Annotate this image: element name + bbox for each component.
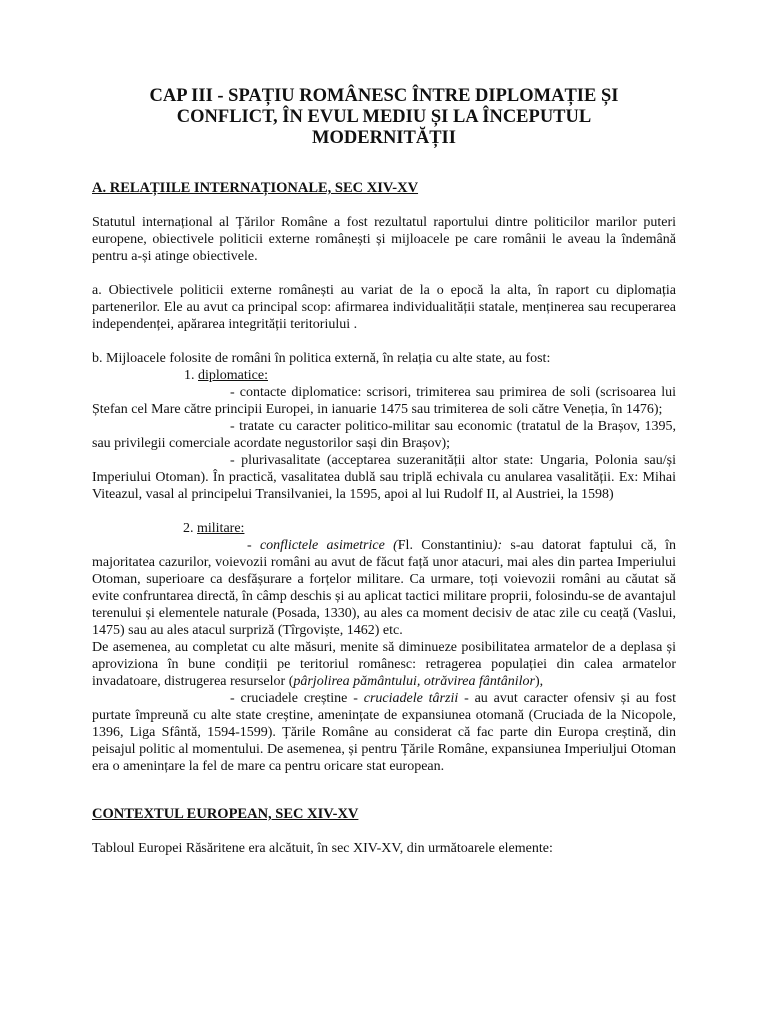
diplomatic-subheading xyxy=(92,367,676,384)
asymmetric-text: s-au datorat faptului că, în majoritatea cazurilor, voievozii români au avut de făcut față unor atacuri, mai ales din partea Imperiului Otoman, superioare ca desfășurare a forțelor militare. Ca urmare, toți voievozii români au căutat să evite confruntarea directă, în câmp deschis și au aplicat tactici militare proprii, folosindu-se de avantajul terenului și elementele naturale (Posada, 1330), au ales ca moment decisiv de atac zile cu ceață (Vaslui, 1475) sau au ales atacul surpriză (Tîrgoviște, 1462) etc. xyxy=(92,538,677,638)
crusades-term: cruciadele târzii xyxy=(363,691,459,706)
asymmetric-close: ): xyxy=(492,538,503,553)
diplomatic-contacts-paragraph: - contacte diplomatice: scrisori, trimiterea sau primirea de soli (scrisoarea lui Ștefan cel Mare către principii Europei, in ianuarie 1475 sau trimiterea de soli către Veneția, în 1476); xyxy=(92,385,676,417)
objectives-paragraph: a. Obiectivele politicii externe românești au variat de la o epocă la alta, în raport cu diplomația partenerilor. Ele au avut ca principal scop: afirmarea individualității statale, menținerea sau recuperarea independenței, apărarea integrității teritoriului . xyxy=(92,283,676,332)
chapter-title-line: CONFLICT, ÎN EVUL MEDIU ȘI LA ÎNCEPUTUL xyxy=(176,107,592,127)
measures-end: ), xyxy=(535,674,544,689)
intro-paragraph: Statutul internațional al Țărilor Române a fost rezultatul raportului dintre politicilor marilor puteri europene, obiectivele politicii externe românești și mijloacele pe care românii le aveau la îndemână pentru a-și atinge obiectivele. xyxy=(92,215,676,264)
diplomatic-label: diplomatice: xyxy=(198,368,268,383)
crusades-body: - au avut caracter ofensiv și au fost purtate împreună cu alte state creștine, amenințate de expansiunea otomană (Cruciada de la Nicopole, 1396, Liga Sfântă, 1594-1599). Țările Române au considerat că fac parte din Europa creștină, din peisajul politic al momentului. De asemenea, și pentru Țările Române, expansiunea Imperiuljui Otoman era o amenințare la fel de mare ca pentru oricare stat european. xyxy=(92,691,676,774)
section-heading-international-relations: A. RELAȚIILE INTERNAȚIONALE, SEC XIV-XV xyxy=(92,180,419,196)
section-heading-european-context: CONTEXTUL EUROPEAN, SEC XIV-XV xyxy=(92,806,359,822)
list-number: 2. xyxy=(183,521,194,536)
military-label: militare: xyxy=(197,521,245,536)
asymmetric-conflicts-paragraph xyxy=(92,537,676,639)
author-name: Fl. Constantiniu xyxy=(397,538,493,553)
treaties-paragraph: - tratate cu caracter politico-militar sau economic (tratatul de la Brașov, 1395, sau privilegii comerciale acordate negustorilor sași din Brașov); xyxy=(92,419,676,451)
list-number: 1. xyxy=(184,368,195,383)
plurivasalitate-paragraph: - plurivasalitate (acceptarea suzeranității altor state: Ungaria, Polonia sau/și Imperiului Otoman). În practică, vasalitatea dublă sau triplă echivala cu anularea vasalității. Ex: Mihai Viteazul, vasal al principelui Transilvaniei, la 1595, apoi al lui Rudolf II, al Austriei, la 1598) xyxy=(92,453,676,502)
crusades-text: - cruciadele creștine - xyxy=(230,691,364,706)
measures-text: De asemenea, au completat cu alte măsuri, menite să diminueze posibilitatea armatelor de a deplasa și aproviziona în bune condiții pe teritoriul românesc: retragerea populației din calea armatelor invadatoare, distrugerea resurselor ( xyxy=(92,640,676,689)
measures-examples: pârjolirea pământului, otrăvirea fântânilor xyxy=(293,674,535,689)
military-subheading xyxy=(92,520,676,537)
additional-measures-paragraph xyxy=(92,639,676,690)
chapter-title-line: MODERNITĂȚII xyxy=(312,128,456,148)
asymmetric-term: conflictele asimetrice ( xyxy=(259,538,398,553)
asymmetric-dash: - xyxy=(247,538,260,553)
means-paragraph: b. Mijloacele folosite de români în politica externă, în relația cu alte state, au fost: xyxy=(92,351,551,366)
document-body xyxy=(92,86,676,857)
chapter-title-line: CAP III - SPAȚIU ROMÂNESC ÎNTRE DIPLOMAȚIE ȘI xyxy=(149,86,619,106)
crusades-paragraph xyxy=(92,690,676,775)
chapter-title xyxy=(92,86,676,149)
context-intro-paragraph: Tabloul Europei Răsăritene era alcătuit, în sec XIV-XV, din următoarele elemente: xyxy=(92,841,553,856)
